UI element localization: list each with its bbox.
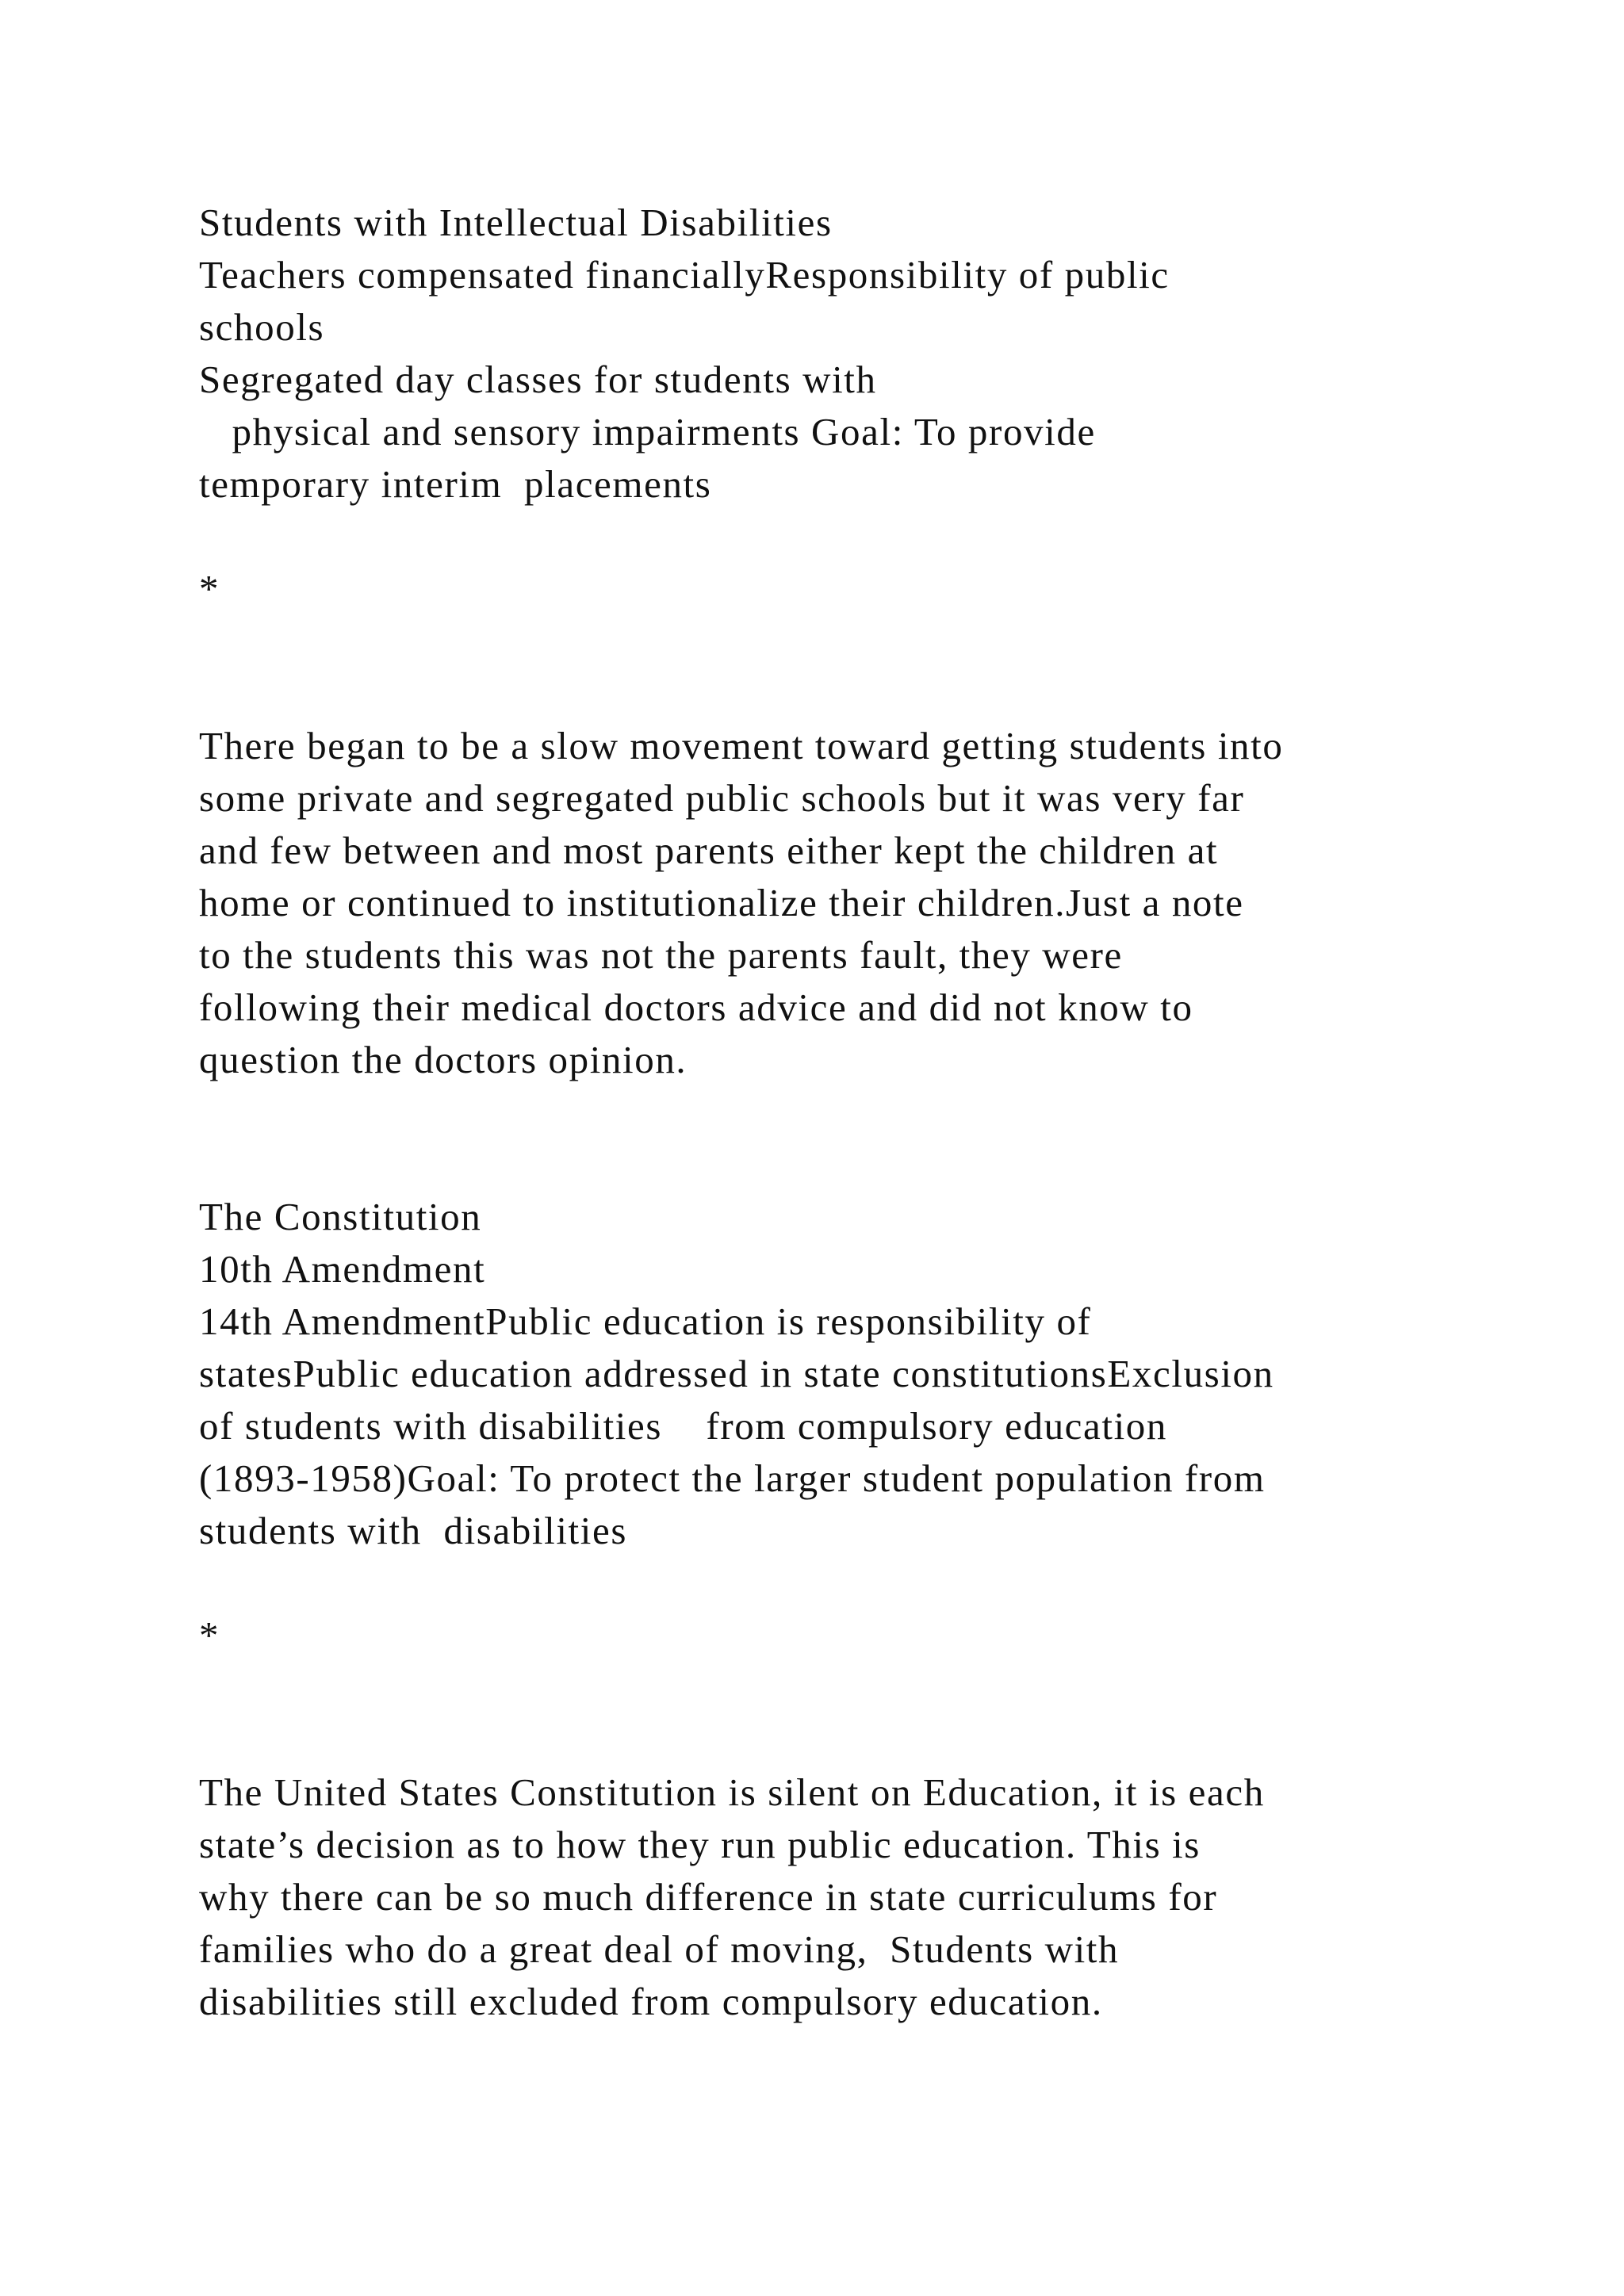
text-line: and few between and most parents either kept the children at (199, 828, 1219, 872)
text-line: temporary interim placements (199, 462, 712, 506)
text-line: 14th AmendmentPublic education is responsibility of (199, 1299, 1092, 1343)
asterisk-separator: * (199, 1613, 220, 1657)
text-line: families who do a great deal of moving, Students with (199, 1927, 1120, 1971)
asterisk-separator: * (199, 567, 220, 610)
text-line: Segregated day classes for students with (199, 358, 877, 401)
text-line: statesPublic education addressed in state constitutionsExclusion (199, 1352, 1274, 1395)
text-line: of students with disabilities from compulsory education (199, 1404, 1167, 1448)
text-line: There began to be a slow movement toward getting students into (199, 724, 1284, 767)
text-line: question the doctors opinion. (199, 1038, 688, 1081)
slide-title: Students with Intellectual Disabilities (199, 201, 833, 244)
text-line: why there can be so much difference in state curriculums for (199, 1875, 1218, 1919)
text-line: The United States Constitution is silent on Education, it is each (199, 1770, 1265, 1814)
slide-title: The Constitution (199, 1195, 482, 1238)
text-line: schools (199, 305, 325, 349)
text-line: home or continued to institutionalize their children.Just a note (199, 881, 1244, 924)
text-line: to the students this was not the parents fault, they were (199, 933, 1123, 977)
text-line: (1893-1958)Goal: To protect the larger student population from (199, 1456, 1266, 1500)
text-line: students with disabilities (199, 1509, 627, 1552)
text-line: following their medical doctors advice and did not know to (199, 985, 1193, 1029)
text-line: physical and sensory impairments Goal: To provide (199, 410, 1096, 453)
text-line: Teachers compensated financiallyResponsibility of public (199, 253, 1170, 297)
text-line: disabilities still excluded from compulsory education. (199, 1980, 1103, 2023)
text-line: 10th Amendment (199, 1247, 486, 1291)
text-line: some private and segregated public schools but it was very far (199, 776, 1245, 820)
text-line: state’s decision as to how they run public education. This is (199, 1823, 1201, 1866)
